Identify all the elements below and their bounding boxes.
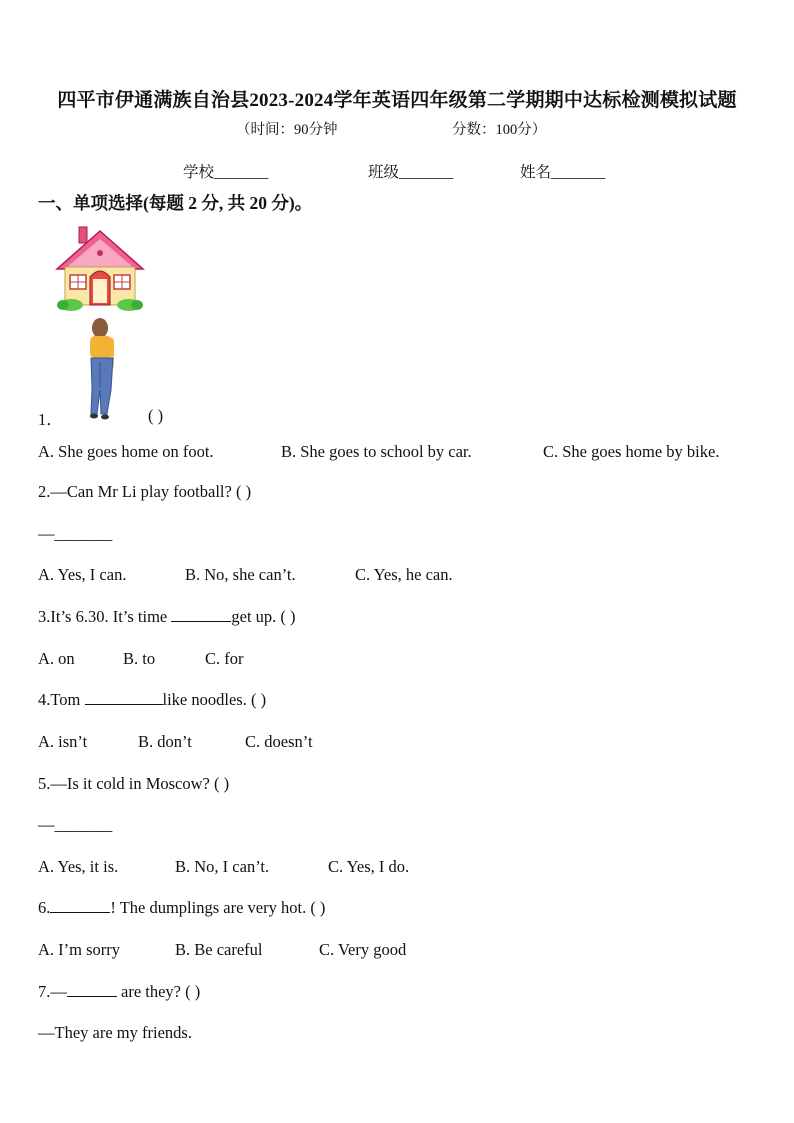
q7-blank[interactable] (67, 995, 117, 997)
q6-option-a[interactable]: A. I’m sorry (38, 940, 121, 959)
girl-walking-illustration (82, 318, 122, 422)
q7-answer-line: —They are my friends. (38, 1023, 192, 1042)
q6-stem-after: ! The dumplings are very hot. ( ) (110, 898, 326, 917)
school-label: 学校 (183, 164, 215, 181)
q5-answer-line[interactable]: —_______ (38, 815, 113, 834)
q1-option-c[interactable]: C. She goes home by bike. (543, 442, 720, 461)
q7-stem-after: are they? ( ) (116, 982, 201, 1001)
q7-stem (38, 982, 200, 1002)
q2-option-c[interactable]: C. Yes, he can. (355, 565, 453, 584)
q2-stem: 2.—Can Mr Li play football? ( ) (38, 482, 252, 501)
class-blank[interactable]: _______ (399, 164, 454, 181)
q4-option-a[interactable]: A. isn’t (38, 732, 88, 751)
q4-stem-after: like noodles. ( ) (162, 690, 267, 709)
name-blank[interactable]: _______ (551, 164, 606, 181)
school-field[interactable] (183, 160, 268, 182)
class-label: 班级 (368, 164, 400, 181)
q5-option-c[interactable]: C. Yes, I do. (328, 857, 410, 876)
exam-score: 分数：100分） (452, 122, 547, 138)
q4-blank[interactable] (85, 703, 163, 705)
section-heading: 一、单项选择(每题 2 分, 共 20 分)。 (38, 193, 313, 213)
q6-stem (38, 898, 325, 918)
exam-time: （时间：90分钟 (236, 122, 338, 138)
q4-option-c[interactable]: C. doesn’t (245, 732, 313, 751)
q1-number: 1． (38, 410, 63, 429)
class-field[interactable] (368, 160, 453, 182)
name-label: 姓名 (520, 164, 552, 181)
q1-answer-paren[interactable]: ( ) (148, 406, 164, 425)
q3-option-c[interactable]: C. for (205, 649, 244, 668)
q2-option-b[interactable]: B. No, she can’t. (185, 565, 296, 584)
q5-option-b[interactable]: B. No, I can’t. (175, 857, 270, 876)
q3-option-a[interactable]: A. on (38, 649, 75, 668)
q4-stem-before: 4.Tom (38, 690, 85, 709)
q3-stem-after: get up. ( ) (231, 607, 296, 626)
q1-option-a[interactable]: A. She goes home on foot. (38, 442, 214, 461)
q7-stem-before: 7.— (38, 982, 67, 1001)
q4-stem (38, 690, 266, 710)
q3-stem-before: 3.It’s 6.30. It’s time (38, 607, 172, 626)
q5-stem: 5.—Is it cold in Moscow? ( ) (38, 774, 230, 793)
page-title: 四平市伊通满族自治县2023-2024学年英语四年级第二学期期中达标检测模拟试题 (57, 90, 737, 111)
q3-stem (38, 607, 296, 627)
q5-option-a[interactable]: A. Yes, it is. (38, 857, 119, 876)
q4-option-b[interactable]: B. don’t (138, 732, 192, 751)
house-illustration (55, 225, 145, 313)
q6-blank[interactable] (50, 911, 110, 913)
q3-blank[interactable] (171, 620, 231, 622)
q3-option-b[interactable]: B. to (123, 649, 156, 668)
q6-option-b[interactable]: B. Be careful (175, 940, 263, 959)
name-field[interactable] (520, 160, 605, 182)
q2-option-a[interactable]: A. Yes, I can. (38, 565, 127, 584)
q1-option-b[interactable]: B. She goes to school by car. (281, 442, 472, 461)
q6-stem-before: 6. (38, 898, 51, 917)
q6-option-c[interactable]: C. Very good (319, 940, 407, 959)
school-blank[interactable]: _______ (214, 164, 269, 181)
q2-answer-line[interactable]: —_______ (38, 524, 113, 543)
q1-stem (38, 406, 63, 430)
